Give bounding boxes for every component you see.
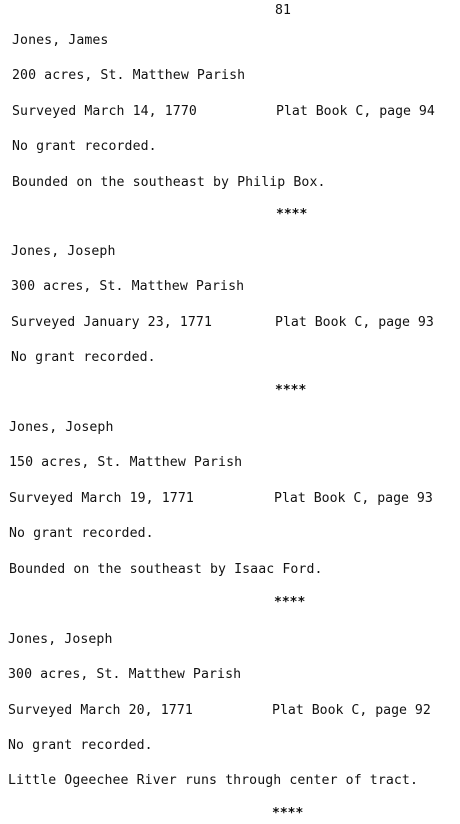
entry-2-plat: Plat Book C, page 93 xyxy=(275,315,434,330)
entry-4-surveyed: Surveyed March 20, 1771 xyxy=(8,703,193,718)
entry-1-plat: Plat Book C, page 94 xyxy=(276,104,435,119)
entry-1-surveyed: Surveyed March 14, 1770 xyxy=(12,104,197,119)
entry-3-name: Jones, Joseph xyxy=(9,420,114,435)
separator-4: **** xyxy=(272,806,304,821)
entry-4-grant: No grant recorded. xyxy=(8,738,153,753)
entry-2-name: Jones, Joseph xyxy=(11,244,116,259)
entry-1-grant: No grant recorded. xyxy=(12,139,157,154)
entry-1-note: Bounded on the southeast by Philip Box. xyxy=(12,175,326,190)
entry-4-plat: Plat Book C, page 92 xyxy=(272,703,431,718)
entry-3-plat: Plat Book C, page 93 xyxy=(274,491,433,506)
entry-4-note: Little Ogeechee River runs through center of tract. xyxy=(8,773,419,788)
entry-3-acreage: 150 acres, St. Matthew Parish xyxy=(9,455,243,470)
entry-3-grant: No grant recorded. xyxy=(9,526,154,541)
separator-1: **** xyxy=(276,207,308,222)
separator-3: **** xyxy=(274,595,306,610)
entry-2-acreage: 300 acres, St. Matthew Parish xyxy=(11,279,245,294)
entry-1-acreage: 200 acres, St. Matthew Parish xyxy=(12,68,246,83)
entry-2-surveyed: Surveyed January 23, 1771 xyxy=(11,315,212,330)
entry-3-surveyed: Surveyed March 19, 1771 xyxy=(9,491,194,506)
entry-3-note: Bounded on the southeast by Isaac Ford. xyxy=(9,562,323,577)
entry-2-grant: No grant recorded. xyxy=(11,350,156,365)
page-number: 81 xyxy=(275,3,292,18)
entry-1-name: Jones, James xyxy=(12,33,109,48)
separator-2: **** xyxy=(275,383,307,398)
entry-4-name: Jones, Joseph xyxy=(8,632,113,647)
entry-4-acreage: 300 acres, St. Matthew Parish xyxy=(8,667,242,682)
